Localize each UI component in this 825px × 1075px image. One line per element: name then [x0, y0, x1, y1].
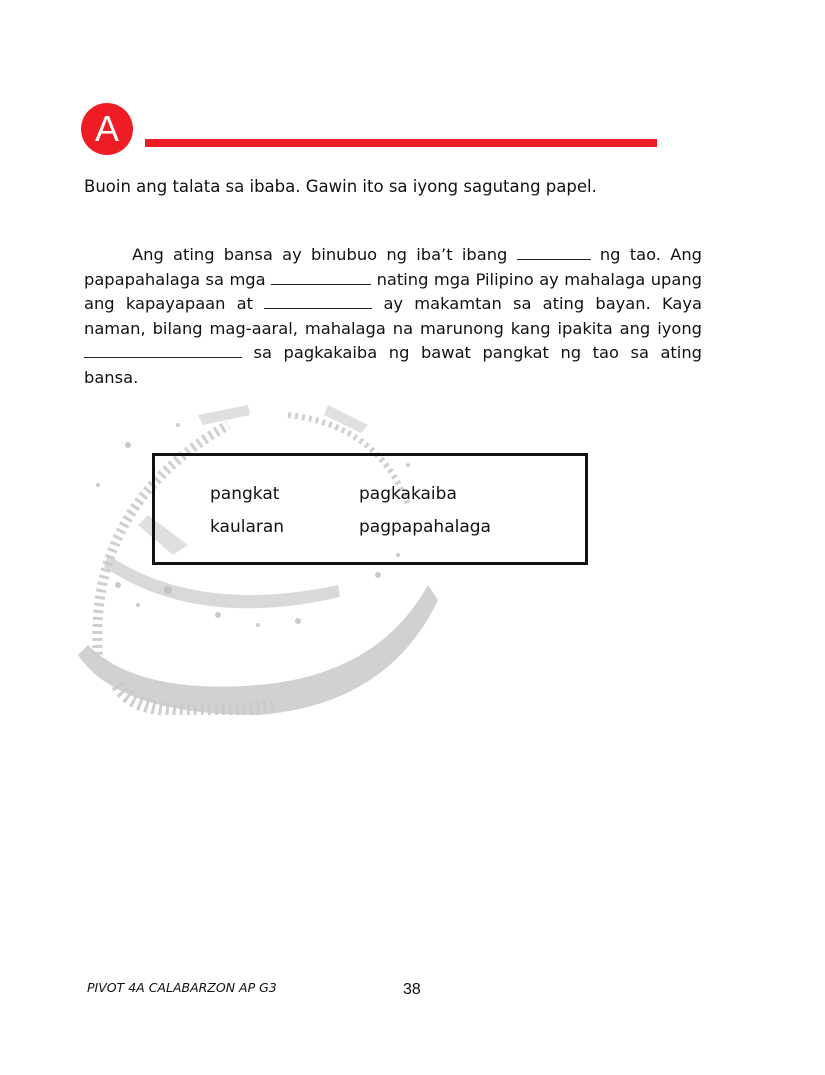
word-bank-item: kaularan	[210, 517, 285, 537]
paragraph-part-4: ay makamtan sa ating bayan. Kaya naman, bilang mag-aaral, mahalaga na marunong kang ipakita ang iyong	[84, 294, 702, 338]
paragraph-part-1: Ang ating bansa ay binubuo ng iba’t ibang	[132, 245, 508, 264]
fill-in-paragraph	[84, 243, 702, 390]
page-number: 38	[403, 981, 421, 998]
paragraph-part-2: ng tao. Ang papapahalaga sa mga	[84, 245, 702, 289]
instruction-text: Buoin ang talata sa ibaba. Gawin ito sa iyong sagutang papel.	[84, 177, 597, 196]
word-bank-box	[152, 453, 588, 565]
section-letter: A	[94, 108, 119, 149]
answer-blank-4[interactable]	[84, 343, 242, 358]
word-bank-item: pagpapahalaga	[359, 517, 491, 537]
paragraph-part-5: sa pagkakaiba ng bawat pangkat ng tao sa ating bansa.	[84, 343, 702, 387]
answer-blank-1[interactable]	[517, 245, 591, 260]
word-bank-item: pagkakaiba	[359, 484, 457, 504]
paragraph-part-3: nating mga Pilipino ay mahalaga upang ang kapayapaan at	[84, 269, 702, 313]
section-rule	[145, 139, 657, 147]
footer-source: PIVOT 4A CALABARZON AP G3	[87, 980, 277, 995]
answer-blank-2[interactable]	[271, 270, 371, 285]
section-badge	[81, 103, 133, 155]
word-bank-item: pangkat	[210, 484, 280, 504]
answer-blank-3[interactable]	[264, 294, 372, 309]
